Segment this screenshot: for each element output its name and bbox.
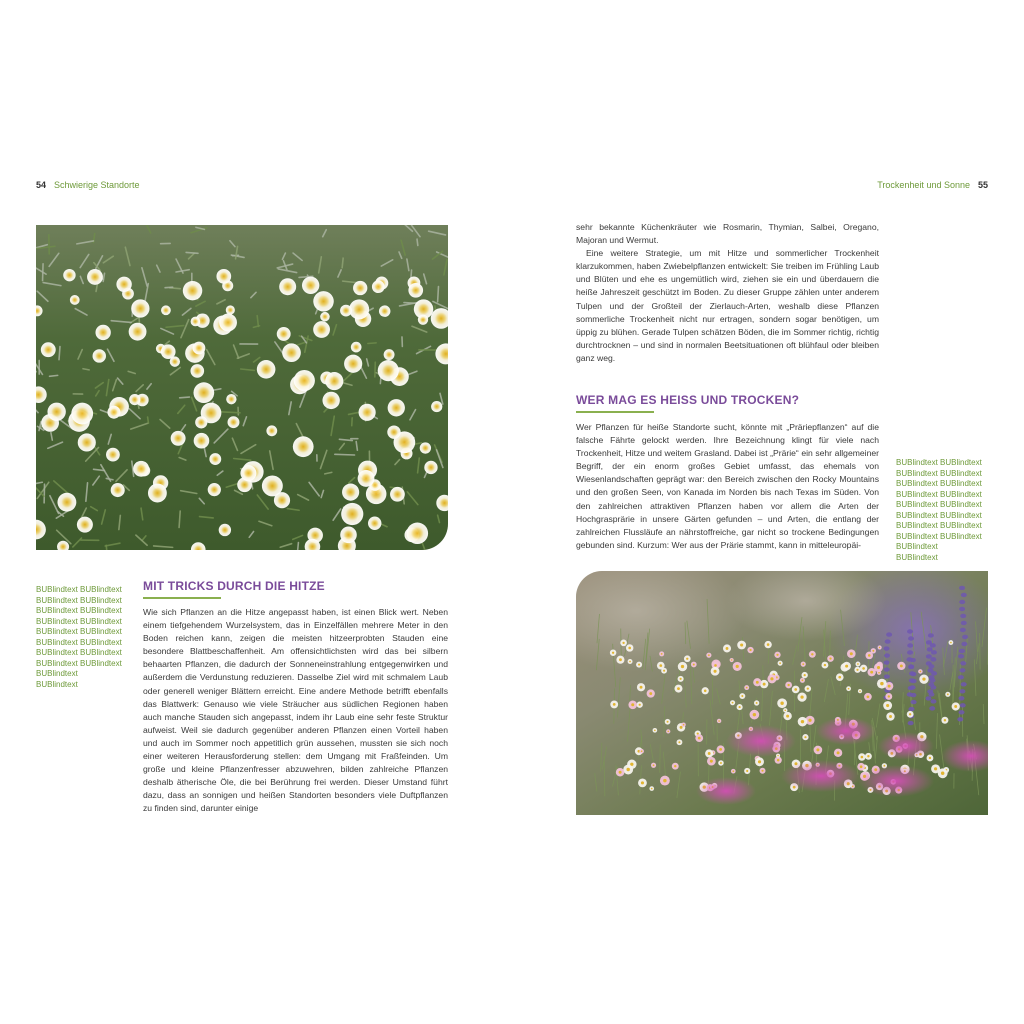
heading-rule-right (576, 411, 654, 413)
paragraph: Wie sich Pflanzen an die Hitze angepasst haben, ist einen Blick wert. Neben einem tiefgehendem Wurzelsystem, das in Einzelfällen mehrere Meter in den Boden reichen kann, zeigen die meisten hitzeerprobten Stauden eine besondere Blattbeschaffenheit. Am offensichtlichsten wird das bei silbern behaarten Pflanzen, die dadurch der Sonneneinstrahlung entgegenwirken und außerdem die Verdunstung reduzieren. Dasselbe Ziel wird mit schmalem Laub oder generell weniger Blättern erreicht. Eine andere Methode betrifft ebenfalls das Blattwerk: Genauso wie viele Sträucher aus südlichen Regionen haben auch manche Stauden sich angepasst, indem ihr Laub eine sehr feste Struktur aufweist. Weil sie dadurch gegenüber anderen Pflanzen einen Vorteil haben und auch im Sommer noch appetitlich grün aussehen, mussten sie sich noch einer weiteren Herausforderung stellen: dem Umgang mit Fraßfeinden. Um große und kleine Pflanzenfresser abzuwehren, bilden zahlreiche Pflanzen deshalb ätherische Öle, die bei Berührung frei werden. Dieser Umstand führt dazu, dass an sonnigen und heißen Standorten besonders viele Duftpflanzen zu finden sind, darunter einige (143, 607, 448, 814)
marginal-placeholder-right (896, 458, 982, 563)
section-title-right: Trockenheit und Sonne (877, 180, 970, 190)
marginal-line: BUBlindtext BUBlindtext (896, 458, 982, 467)
page-number-left: 54 (36, 180, 47, 190)
marginal-line: BUBlindtext BUBlindtext (36, 648, 122, 657)
body-text-right-top (576, 221, 879, 365)
photo-prairie-flowers (576, 571, 988, 815)
running-head-right (877, 180, 988, 191)
page-number-right: 55 (977, 180, 988, 190)
marginal-line: BUBlindtext (896, 542, 938, 551)
marginal-line: BUBlindtext BUBlindtext (36, 616, 122, 626)
marginal-placeholder-left (36, 585, 122, 690)
section-title-left: Schwierige Standorte (54, 180, 140, 190)
paragraph: sehr bekannte Küchenkräuter wie Rosmarin, Thymian, Salbei, Oregano, Majoran und Wermut. (576, 222, 879, 246)
marginal-line: BUBlindtext BUBlindtext (36, 658, 122, 668)
photo-rock-roses (36, 225, 448, 550)
paragraph: Wer Pflanzen für heiße Standorte sucht, könnte mit „Präriepflanzen“ auf die falsche Fährte gelockt werden. Ihre Bezeichnung klingt für viele nach Trockenheit, Hitze und weitem Grasland. Dabei ist „Prärie“ ein sehr allgemeiner Begriff, der ein enorm großes Gebiet umfasst, das ehemals von Wiesenlandschaften geprägt war: den Bereich zwischen den Rocky Mountains und den großen Seen, von Kanada im Norden bis nach Texas im Süden. Von den zahlreichen attraktiven Pflanzen haben vor allem die Arten der Hochgrasprärie in unsere Gärten gefunden – und Arten, die entlang der zahlreichen Flussläufe an nährstoffreiche, gar nicht so trockene Bedingungen gebunden sind. Kurzum: Wer aus der Prärie stammt, kann in mitteleuropäi- (576, 422, 879, 550)
heading-left: MIT TRICKS DURCH DIE HITZE (143, 579, 325, 593)
marginal-line: BUBlindtext (896, 552, 938, 562)
marginal-line: BUBlindtext BUBlindtext (896, 531, 982, 541)
marginal-line: BUBlindtext BUBlindtext (896, 479, 982, 488)
running-head-left (36, 180, 140, 191)
marginal-line: BUBlindtext BUBlindtext (36, 585, 122, 594)
marginal-line: BUBlindtext BUBlindtext (36, 606, 122, 615)
photo-prairie-flowers-image (576, 571, 988, 815)
heading-right: WER MAG ES HEISS UND TROCKEN? (576, 393, 800, 407)
photo-rock-roses-image (36, 225, 448, 550)
marginal-line: BUBlindtext BUBlindtext (36, 595, 122, 605)
marginal-line: BUBlindtext BUBlindtext (896, 510, 982, 520)
marginal-line: BUBlindtext BUBlindtext (36, 637, 122, 647)
marginal-line: BUBlindtext BUBlindtext (896, 500, 982, 509)
marginal-line: BUBlindtext BUBlindtext (896, 468, 982, 478)
marginal-line: BUBlindtext (36, 669, 78, 678)
marginal-line: BUBlindtext BUBlindtext (896, 489, 982, 499)
paragraph: Eine weitere Strategie, um mit Hitze und sommerlicher Trockenheit klarzukommen, haben Zwiebelpflanzen entwickelt: Sie treiben im Frühling Laub und Blüten und ehe es ungemütlich wird, ziehen sie ein und überdauern die heiße Jahreszeit geschützt im Boden. Zu dieser Gruppe zählen unter anderem Tulpen und der Großteil der Zierlauch-Arten, weshalb diese Pflanzen sommerliche Trockenheit nicht nur ertragen, sondern sogar benötigen, um üppig zu blühen. Gerade Tulpen schätzen Böden, die im Sommer richtig, richtig durchtrocknen – und sind in normalen Beetsituationen oft blühfaul oder bleiben ganz weg. (576, 248, 879, 363)
heading-rule-left (143, 597, 221, 599)
body-text-left (143, 606, 448, 816)
marginal-line: BUBlindtext BUBlindtext (896, 521, 982, 530)
marginal-line: BUBlindtext BUBlindtext (36, 627, 122, 636)
marginal-line: BUBlindtext (36, 679, 78, 689)
body-text-right (576, 421, 879, 552)
